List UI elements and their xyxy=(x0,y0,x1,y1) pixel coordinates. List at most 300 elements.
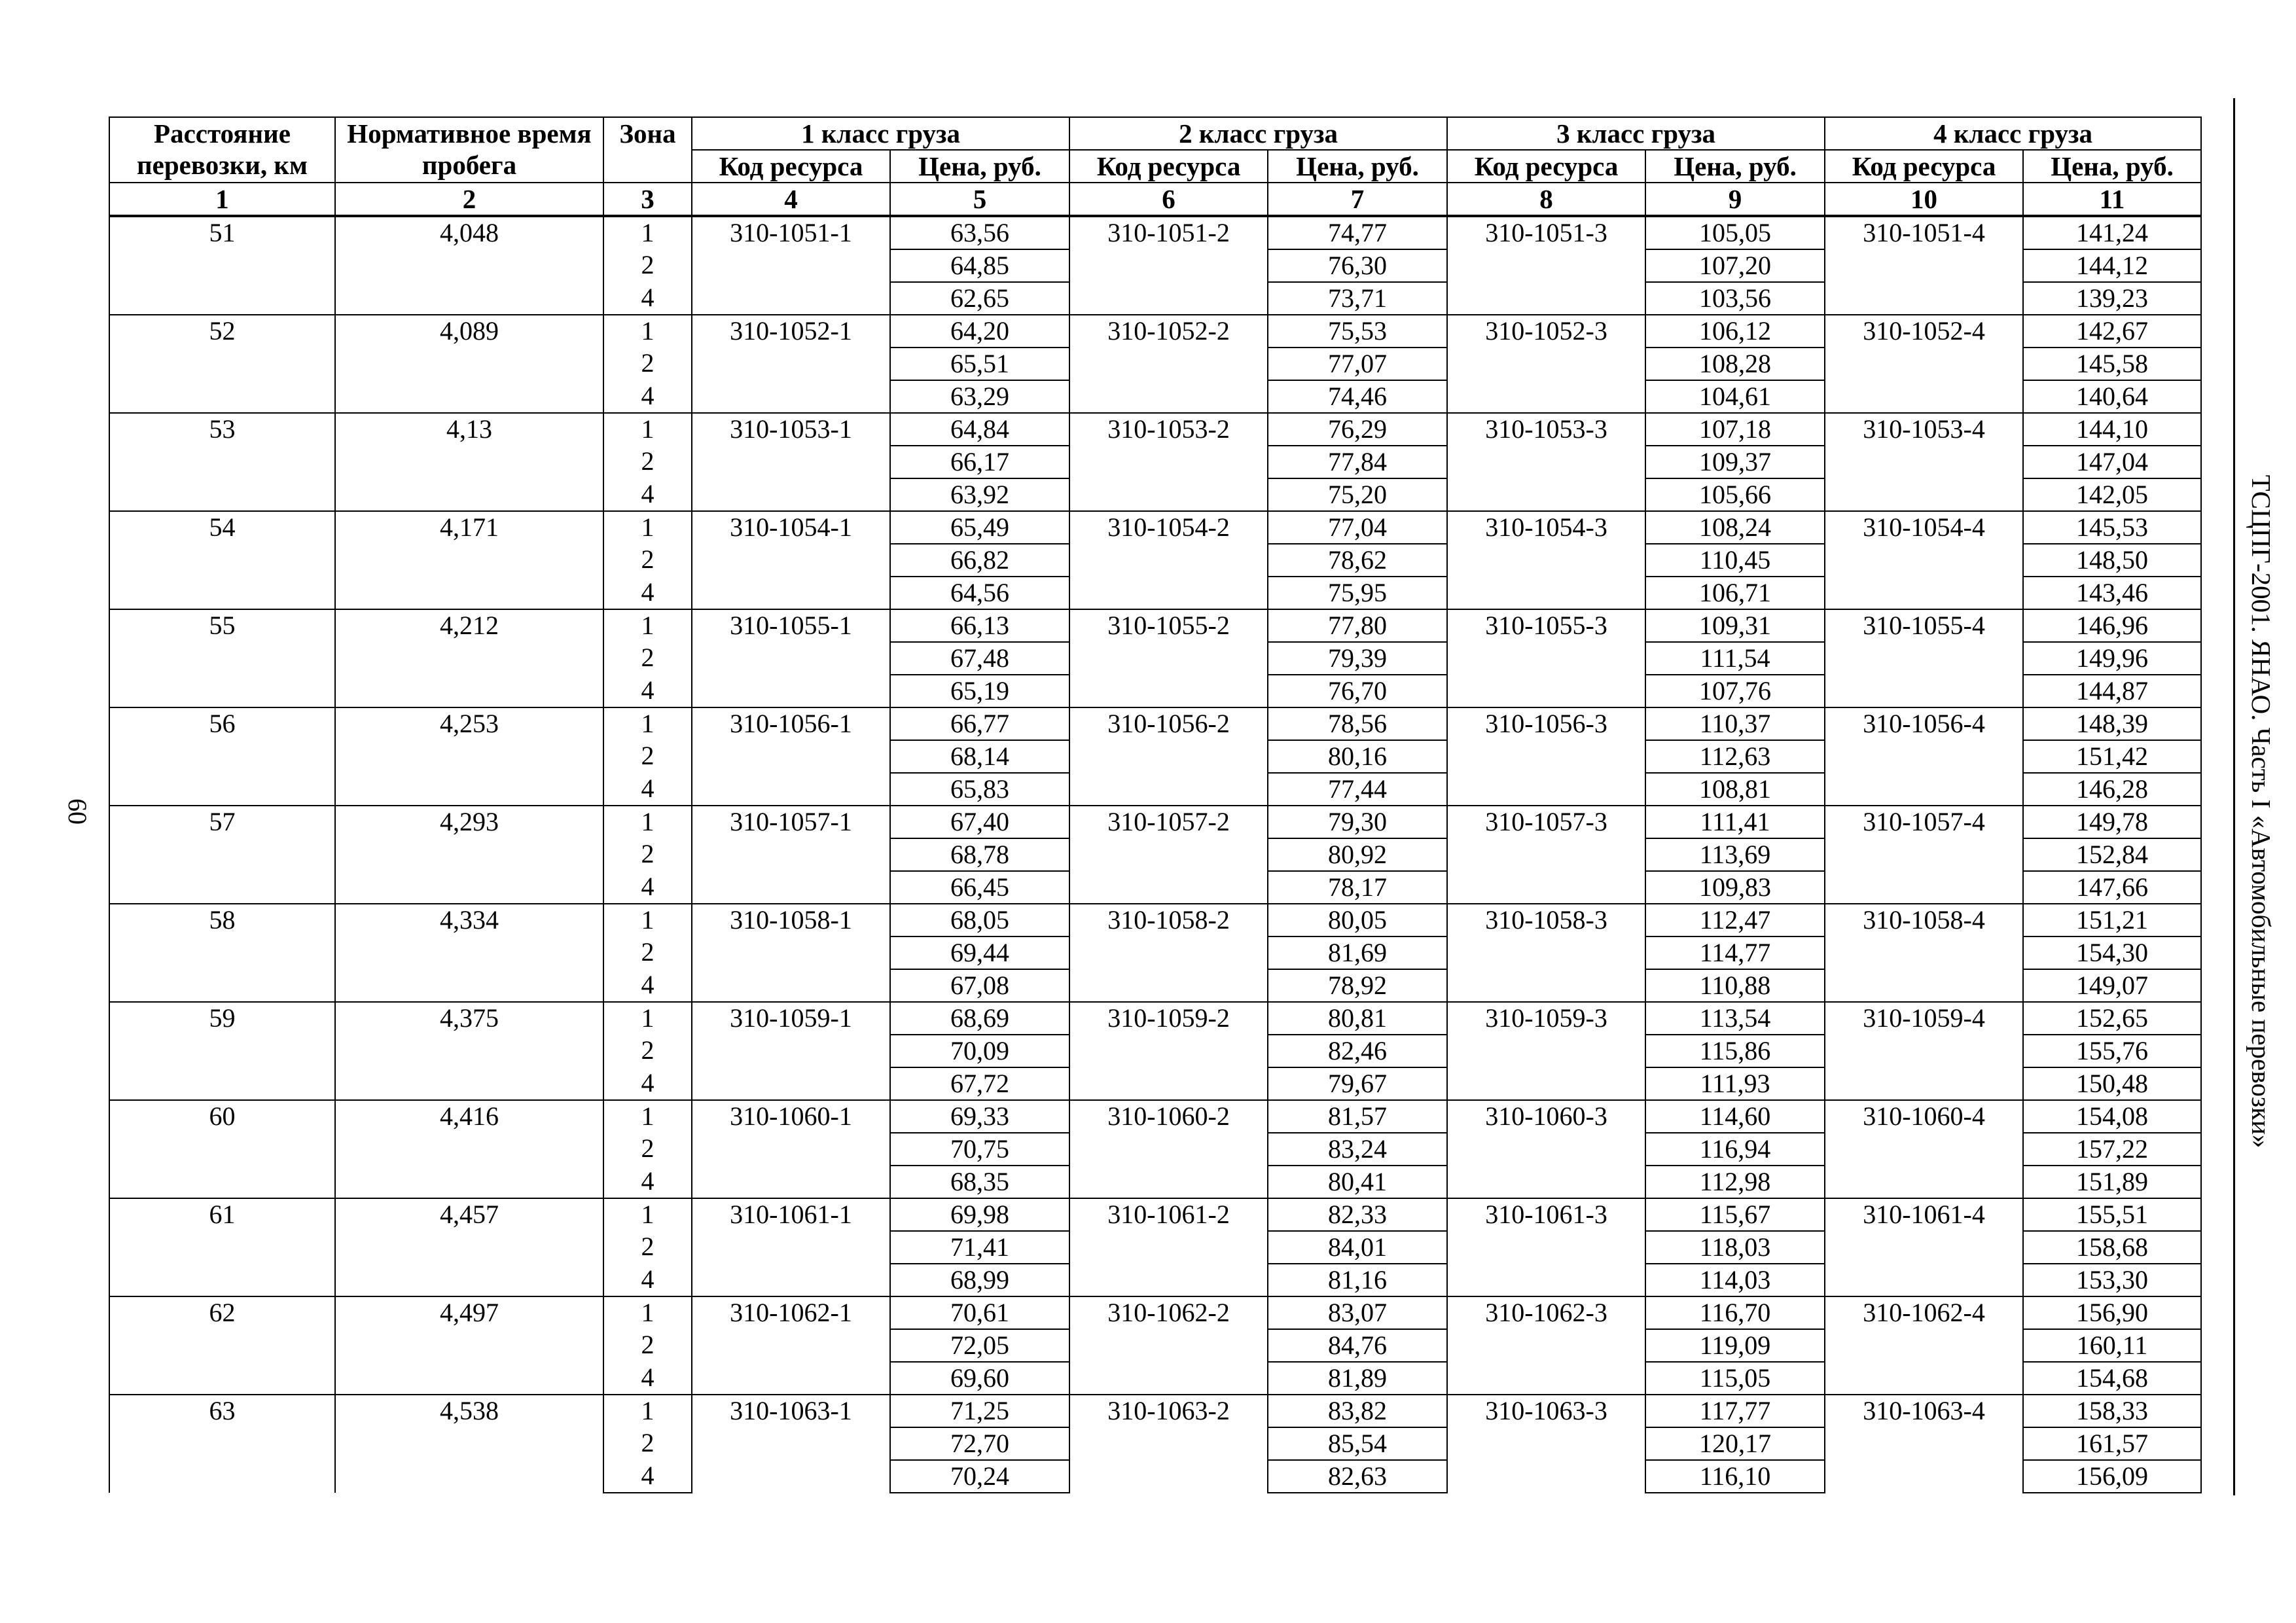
resource-code-cell: 310-1063-3 xyxy=(1447,1395,1645,1493)
header-class-4: 4 класс груза xyxy=(1825,117,2201,150)
resource-code-cell: 310-1061-3 xyxy=(1447,1198,1645,1296)
table-row xyxy=(109,413,2201,446)
table-row xyxy=(109,609,2201,642)
zone-cell: 1 xyxy=(603,806,692,838)
price-cell: 112,63 xyxy=(1645,740,1825,773)
header-norm-time: Нормативное время пробега xyxy=(335,117,603,183)
price-cell: 110,88 xyxy=(1645,969,1825,1002)
resource-code-cell: 310-1054-1 xyxy=(692,511,890,609)
norm-time-cell: 4,253 xyxy=(335,707,603,806)
price-cell: 65,83 xyxy=(890,773,1069,806)
price-cell: 107,18 xyxy=(1645,413,1825,446)
price-cell: 66,45 xyxy=(890,871,1069,904)
price-cell: 72,05 xyxy=(890,1329,1069,1362)
price-cell: 152,84 xyxy=(2023,838,2201,871)
distance-cell: 60 xyxy=(109,1100,335,1198)
price-cell: 141,24 xyxy=(2023,216,2201,249)
resource-code-cell: 310-1054-3 xyxy=(1447,511,1645,609)
price-cell: 76,70 xyxy=(1268,675,1447,707)
resource-code-cell: 310-1057-3 xyxy=(1447,806,1645,904)
header-code: Код ресурса xyxy=(1447,150,1645,183)
zone-cell: 2 xyxy=(603,446,692,478)
distance-cell: 54 xyxy=(109,511,335,609)
zone-cell: 2 xyxy=(603,348,692,380)
price-cell: 76,29 xyxy=(1268,413,1447,446)
column-number: 5 xyxy=(890,183,1069,216)
zone-cell: 2 xyxy=(603,1427,692,1460)
price-cell: 106,71 xyxy=(1645,577,1825,609)
price-cell: 154,68 xyxy=(2023,1362,2201,1395)
resource-code-cell: 310-1059-2 xyxy=(1069,1002,1268,1100)
zone-cell: 1 xyxy=(603,1002,692,1035)
price-cell: 78,62 xyxy=(1268,544,1447,577)
price-cell: 69,60 xyxy=(890,1362,1069,1395)
distance-cell: 58 xyxy=(109,904,335,1002)
price-cell: 65,51 xyxy=(890,348,1069,380)
zone-cell: 2 xyxy=(603,1231,692,1264)
price-cell: 79,39 xyxy=(1268,642,1447,675)
distance-cell: 55 xyxy=(109,609,335,707)
zone-cell: 4 xyxy=(603,1264,692,1296)
resource-code-cell: 310-1055-2 xyxy=(1069,609,1268,707)
resource-code-cell: 310-1056-3 xyxy=(1447,707,1645,806)
price-cell: 104,61 xyxy=(1645,380,1825,413)
price-cell: 68,99 xyxy=(890,1264,1069,1296)
zone-cell: 1 xyxy=(603,511,692,544)
price-cell: 69,98 xyxy=(890,1198,1069,1231)
price-cell: 118,03 xyxy=(1645,1231,1825,1264)
price-cell: 67,08 xyxy=(890,969,1069,1002)
column-number: 6 xyxy=(1069,183,1268,216)
price-cell: 142,05 xyxy=(2023,478,2201,511)
resource-code-cell: 310-1063-2 xyxy=(1069,1395,1268,1493)
zone-cell: 1 xyxy=(603,1296,692,1329)
price-cell: 151,89 xyxy=(2023,1166,2201,1198)
price-cell: 108,24 xyxy=(1645,511,1825,544)
resource-code-cell: 310-1060-1 xyxy=(692,1100,890,1198)
price-cell: 73,71 xyxy=(1268,282,1447,315)
running-header: ТСЦПГ-2001. ЯНАО. Часть I «Автомобильные перевозки» xyxy=(2246,474,2276,1149)
resource-code-cell: 310-1059-4 xyxy=(1825,1002,2023,1100)
resource-code-cell: 310-1058-3 xyxy=(1447,904,1645,1002)
resource-code-cell: 310-1058-1 xyxy=(692,904,890,1002)
price-cell: 146,28 xyxy=(2023,773,2201,806)
resource-code-cell: 310-1057-4 xyxy=(1825,806,2023,904)
price-cell: 114,77 xyxy=(1645,936,1825,969)
norm-time-cell: 4,13 xyxy=(335,413,603,511)
price-cell: 145,58 xyxy=(2023,348,2201,380)
price-cell: 115,05 xyxy=(1645,1362,1825,1395)
price-cell: 80,92 xyxy=(1268,838,1447,871)
price-cell: 105,66 xyxy=(1645,478,1825,511)
price-cell: 78,56 xyxy=(1268,707,1447,740)
resource-code-cell: 310-1052-1 xyxy=(692,315,890,413)
zone-cell: 4 xyxy=(603,1460,692,1493)
resource-code-cell: 310-1051-1 xyxy=(692,216,890,315)
zone-cell: 1 xyxy=(603,1395,692,1427)
resource-code-cell: 310-1062-2 xyxy=(1069,1296,1268,1395)
price-cell: 140,64 xyxy=(2023,380,2201,413)
zone-cell: 2 xyxy=(603,1133,692,1166)
resource-code-cell: 310-1052-4 xyxy=(1825,315,2023,413)
price-cell: 70,75 xyxy=(890,1133,1069,1166)
resource-code-cell: 310-1054-4 xyxy=(1825,511,2023,609)
column-number: 2 xyxy=(335,183,603,216)
price-cell: 70,09 xyxy=(890,1035,1069,1067)
column-number: 7 xyxy=(1268,183,1447,216)
price-cell: 117,77 xyxy=(1645,1395,1825,1427)
header-class-2: 2 класс груза xyxy=(1069,117,1447,150)
price-cell: 150,48 xyxy=(2023,1067,2201,1100)
price-cell: 144,10 xyxy=(2023,413,2201,446)
price-cell: 120,17 xyxy=(1645,1427,1825,1460)
zone-cell: 2 xyxy=(603,740,692,773)
resource-code-cell: 310-1060-4 xyxy=(1825,1100,2023,1198)
price-cell: 74,46 xyxy=(1268,380,1447,413)
distance-cell: 59 xyxy=(109,1002,335,1100)
price-cell: 108,81 xyxy=(1645,773,1825,806)
norm-time-cell: 4,457 xyxy=(335,1198,603,1296)
header-class-1: 1 класс груза xyxy=(692,117,1069,150)
price-cell: 68,05 xyxy=(890,904,1069,936)
price-cell: 80,41 xyxy=(1268,1166,1447,1198)
price-cell: 65,19 xyxy=(890,675,1069,707)
table-row xyxy=(109,315,2201,348)
resource-code-cell: 310-1063-1 xyxy=(692,1395,890,1493)
zone-cell: 4 xyxy=(603,675,692,707)
price-cell: 107,76 xyxy=(1645,675,1825,707)
distance-cell: 53 xyxy=(109,413,335,511)
norm-time-cell: 4,538 xyxy=(335,1395,603,1493)
resource-code-cell: 310-1057-1 xyxy=(692,806,890,904)
price-cell: 151,21 xyxy=(2023,904,2201,936)
price-cell: 79,30 xyxy=(1268,806,1447,838)
price-cell: 79,67 xyxy=(1268,1067,1447,1100)
zone-cell: 4 xyxy=(603,773,692,806)
distance-cell: 52 xyxy=(109,315,335,413)
price-cell: 63,56 xyxy=(890,216,1069,249)
table-row xyxy=(109,216,2201,249)
resource-code-cell: 310-1053-3 xyxy=(1447,413,1645,511)
price-cell: 78,92 xyxy=(1268,969,1447,1002)
price-cell: 106,12 xyxy=(1645,315,1825,348)
price-cell: 75,95 xyxy=(1268,577,1447,609)
zone-cell: 4 xyxy=(603,380,692,413)
zone-cell: 1 xyxy=(603,413,692,446)
resource-code-cell: 310-1055-1 xyxy=(692,609,890,707)
resource-code-cell: 310-1061-1 xyxy=(692,1198,890,1296)
column-number: 1 xyxy=(109,183,335,216)
distance-cell: 61 xyxy=(109,1198,335,1296)
price-cell: 77,84 xyxy=(1268,446,1447,478)
price-cell: 156,90 xyxy=(2023,1296,2201,1329)
resource-code-cell: 310-1052-2 xyxy=(1069,315,1268,413)
price-cell: 77,07 xyxy=(1268,348,1447,380)
price-cell: 115,86 xyxy=(1645,1035,1825,1067)
price-cell: 66,13 xyxy=(890,609,1069,642)
zone-cell: 4 xyxy=(603,577,692,609)
price-cell: 109,37 xyxy=(1645,446,1825,478)
price-cell: 72,70 xyxy=(890,1427,1069,1460)
price-cell: 64,85 xyxy=(890,249,1069,282)
price-cell: 110,37 xyxy=(1645,707,1825,740)
price-cell: 83,07 xyxy=(1268,1296,1447,1329)
resource-code-cell: 310-1060-3 xyxy=(1447,1100,1645,1198)
resource-code-cell: 310-1051-3 xyxy=(1447,216,1645,315)
price-cell: 80,81 xyxy=(1268,1002,1447,1035)
price-cell: 115,67 xyxy=(1645,1198,1825,1231)
header-class-3: 3 класс груза xyxy=(1447,117,1825,150)
price-cell: 111,93 xyxy=(1645,1067,1825,1100)
price-cell: 71,25 xyxy=(890,1395,1069,1427)
resource-code-cell: 310-1052-3 xyxy=(1447,315,1645,413)
zone-cell: 1 xyxy=(603,315,692,348)
price-cell: 81,89 xyxy=(1268,1362,1447,1395)
price-cell: 111,41 xyxy=(1645,806,1825,838)
price-cell: 68,78 xyxy=(890,838,1069,871)
price-cell: 84,01 xyxy=(1268,1231,1447,1264)
resource-code-cell: 310-1058-2 xyxy=(1069,904,1268,1002)
price-cell: 67,40 xyxy=(890,806,1069,838)
resource-code-cell: 310-1061-4 xyxy=(1825,1198,2023,1296)
price-cell: 109,31 xyxy=(1645,609,1825,642)
price-cell: 64,20 xyxy=(890,315,1069,348)
header-code: Код ресурса xyxy=(1825,150,2023,183)
price-cell: 107,20 xyxy=(1645,249,1825,282)
column-number: 9 xyxy=(1645,183,1825,216)
zone-cell: 4 xyxy=(603,1166,692,1198)
resource-code-cell: 310-1061-2 xyxy=(1069,1198,1268,1296)
price-cell: 70,61 xyxy=(890,1296,1069,1329)
price-cell: 81,57 xyxy=(1268,1100,1447,1133)
table-row xyxy=(109,1100,2201,1133)
price-cell: 65,49 xyxy=(890,511,1069,544)
price-cell: 152,65 xyxy=(2023,1002,2201,1035)
price-cell: 147,04 xyxy=(2023,446,2201,478)
price-cell: 154,08 xyxy=(2023,1100,2201,1133)
distance-cell: 63 xyxy=(109,1395,335,1493)
zone-cell: 2 xyxy=(603,642,692,675)
price-cell: 149,78 xyxy=(2023,806,2201,838)
resource-code-cell: 310-1060-2 xyxy=(1069,1100,1268,1198)
price-cell: 147,66 xyxy=(2023,871,2201,904)
norm-time-cell: 4,212 xyxy=(335,609,603,707)
zone-cell: 2 xyxy=(603,1329,692,1362)
price-cell: 82,46 xyxy=(1268,1035,1447,1067)
zone-cell: 4 xyxy=(603,1067,692,1100)
price-cell: 67,48 xyxy=(890,642,1069,675)
price-cell: 110,45 xyxy=(1645,544,1825,577)
price-cell: 158,33 xyxy=(2023,1395,2201,1427)
norm-time-cell: 4,293 xyxy=(335,806,603,904)
price-cell: 111,54 xyxy=(1645,642,1825,675)
price-cell: 64,56 xyxy=(890,577,1069,609)
price-cell: 112,98 xyxy=(1645,1166,1825,1198)
price-cell: 85,54 xyxy=(1268,1427,1447,1460)
price-cell: 103,56 xyxy=(1645,282,1825,315)
zone-cell: 4 xyxy=(603,478,692,511)
norm-time-cell: 4,171 xyxy=(335,511,603,609)
price-cell: 77,80 xyxy=(1268,609,1447,642)
price-cell: 69,33 xyxy=(890,1100,1069,1133)
norm-time-cell: 4,048 xyxy=(335,216,603,315)
price-cell: 139,23 xyxy=(2023,282,2201,315)
distance-cell: 57 xyxy=(109,806,335,904)
price-cell: 116,94 xyxy=(1645,1133,1825,1166)
price-cell: 80,05 xyxy=(1268,904,1447,936)
price-cell: 81,16 xyxy=(1268,1264,1447,1296)
header-price: Цена, руб. xyxy=(1645,150,1825,183)
price-cell: 75,20 xyxy=(1268,478,1447,511)
resource-code-cell: 310-1053-2 xyxy=(1069,413,1268,511)
zone-cell: 1 xyxy=(603,904,692,936)
price-cell: 154,30 xyxy=(2023,936,2201,969)
price-cell: 82,33 xyxy=(1268,1198,1447,1231)
resource-code-cell: 310-1063-4 xyxy=(1825,1395,2023,1493)
distance-cell: 62 xyxy=(109,1296,335,1395)
price-cell: 143,46 xyxy=(2023,577,2201,609)
price-cell: 68,69 xyxy=(890,1002,1069,1035)
price-cell: 114,03 xyxy=(1645,1264,1825,1296)
zone-cell: 2 xyxy=(603,936,692,969)
table-row xyxy=(109,1198,2201,1231)
table-row xyxy=(109,1002,2201,1035)
price-cell: 113,54 xyxy=(1645,1002,1825,1035)
price-cell: 153,30 xyxy=(2023,1264,2201,1296)
resource-code-cell: 310-1053-4 xyxy=(1825,413,2023,511)
resource-code-cell: 310-1051-2 xyxy=(1069,216,1268,315)
norm-time-cell: 4,334 xyxy=(335,904,603,1002)
table-row xyxy=(109,806,2201,838)
price-cell: 145,53 xyxy=(2023,511,2201,544)
price-cell: 70,24 xyxy=(890,1460,1069,1493)
price-cell: 82,63 xyxy=(1268,1460,1447,1493)
price-cell: 146,96 xyxy=(2023,609,2201,642)
resource-code-cell: 310-1062-1 xyxy=(692,1296,890,1395)
zone-cell: 2 xyxy=(603,249,692,282)
header-code: Код ресурса xyxy=(1069,150,1268,183)
norm-time-cell: 4,089 xyxy=(335,315,603,413)
resource-code-cell: 310-1058-4 xyxy=(1825,904,2023,1002)
header-price: Цена, руб. xyxy=(890,150,1069,183)
zone-cell: 2 xyxy=(603,544,692,577)
tariff-table xyxy=(109,116,2202,1493)
price-cell: 109,83 xyxy=(1645,871,1825,904)
price-cell: 160,11 xyxy=(2023,1329,2201,1362)
price-cell: 112,47 xyxy=(1645,904,1825,936)
price-cell: 74,77 xyxy=(1268,216,1447,249)
price-cell: 113,69 xyxy=(1645,838,1825,871)
zone-cell: 2 xyxy=(603,1035,692,1067)
resource-code-cell: 310-1062-3 xyxy=(1447,1296,1645,1395)
price-cell: 83,24 xyxy=(1268,1133,1447,1166)
header-code: Код ресурса xyxy=(692,150,890,183)
price-cell: 68,35 xyxy=(890,1166,1069,1198)
price-cell: 161,57 xyxy=(2023,1427,2201,1460)
page-number: 60 xyxy=(63,798,92,825)
price-cell: 67,72 xyxy=(890,1067,1069,1100)
resource-code-cell: 310-1059-3 xyxy=(1447,1002,1645,1100)
price-cell: 78,17 xyxy=(1268,871,1447,904)
price-cell: 157,22 xyxy=(2023,1133,2201,1166)
price-cell: 148,39 xyxy=(2023,707,2201,740)
resource-code-cell: 310-1054-2 xyxy=(1069,511,1268,609)
resource-code-cell: 310-1055-4 xyxy=(1825,609,2023,707)
price-cell: 155,51 xyxy=(2023,1198,2201,1231)
price-cell: 64,84 xyxy=(890,413,1069,446)
header-distance: Расстояние перевозки, км xyxy=(109,117,335,183)
zone-cell: 1 xyxy=(603,1100,692,1133)
price-cell: 68,14 xyxy=(890,740,1069,773)
price-cell: 156,09 xyxy=(2023,1460,2201,1493)
price-cell: 149,96 xyxy=(2023,642,2201,675)
norm-time-cell: 4,416 xyxy=(335,1100,603,1198)
table-row xyxy=(109,511,2201,544)
price-cell: 77,04 xyxy=(1268,511,1447,544)
price-cell: 114,60 xyxy=(1645,1100,1825,1133)
price-cell: 155,76 xyxy=(2023,1035,2201,1067)
table-row xyxy=(109,707,2201,740)
price-cell: 84,76 xyxy=(1268,1329,1447,1362)
zone-cell: 1 xyxy=(603,609,692,642)
resource-code-cell: 310-1053-1 xyxy=(692,413,890,511)
resource-code-cell: 310-1055-3 xyxy=(1447,609,1645,707)
distance-cell: 56 xyxy=(109,707,335,806)
header-price: Цена, руб. xyxy=(1268,150,1447,183)
column-number: 10 xyxy=(1825,183,2023,216)
price-cell: 66,17 xyxy=(890,446,1069,478)
price-cell: 66,82 xyxy=(890,544,1069,577)
price-cell: 66,77 xyxy=(890,707,1069,740)
zone-cell: 1 xyxy=(603,707,692,740)
price-cell: 151,42 xyxy=(2023,740,2201,773)
price-cell: 83,82 xyxy=(1268,1395,1447,1427)
price-cell: 116,10 xyxy=(1645,1460,1825,1493)
column-number: 4 xyxy=(692,183,890,216)
price-cell: 148,50 xyxy=(2023,544,2201,577)
table-row xyxy=(109,1296,2201,1329)
zone-cell: 4 xyxy=(603,969,692,1002)
resource-code-cell: 310-1059-1 xyxy=(692,1002,890,1100)
resource-code-cell: 310-1056-2 xyxy=(1069,707,1268,806)
table-row xyxy=(109,904,2201,936)
price-cell: 63,92 xyxy=(890,478,1069,511)
price-cell: 69,44 xyxy=(890,936,1069,969)
norm-time-cell: 4,497 xyxy=(335,1296,603,1395)
table-body xyxy=(109,216,2201,1493)
header-price: Цена, руб. xyxy=(2023,150,2201,183)
price-cell: 149,07 xyxy=(2023,969,2201,1002)
zone-cell: 2 xyxy=(603,838,692,871)
zone-cell: 1 xyxy=(603,1198,692,1231)
resource-code-cell: 310-1051-4 xyxy=(1825,216,2023,315)
price-cell: 108,28 xyxy=(1645,348,1825,380)
distance-cell: 51 xyxy=(109,216,335,315)
price-cell: 142,67 xyxy=(2023,315,2201,348)
norm-time-cell: 4,375 xyxy=(335,1002,603,1100)
column-number: 11 xyxy=(2023,183,2201,216)
price-cell: 71,41 xyxy=(890,1231,1069,1264)
column-number: 8 xyxy=(1447,183,1645,216)
resource-code-cell: 310-1056-4 xyxy=(1825,707,2023,806)
zone-cell: 4 xyxy=(603,1362,692,1395)
price-cell: 116,70 xyxy=(1645,1296,1825,1329)
zone-cell: 4 xyxy=(603,871,692,904)
price-cell: 62,65 xyxy=(890,282,1069,315)
price-cell: 158,68 xyxy=(2023,1231,2201,1264)
price-cell: 63,29 xyxy=(890,380,1069,413)
price-cell: 76,30 xyxy=(1268,249,1447,282)
